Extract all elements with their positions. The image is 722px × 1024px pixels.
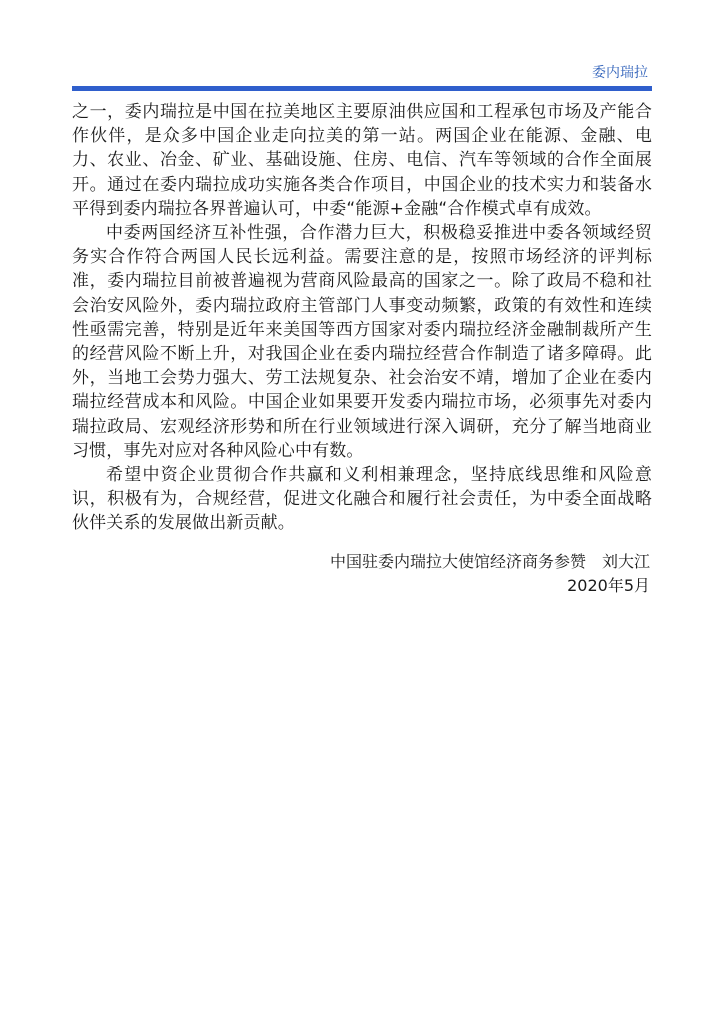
signature-block (330, 550, 650, 598)
signature-date: 2020年5月 (567, 576, 650, 595)
paragraph-closing: 希望中资企业贯彻合作共赢和义利相兼理念，坚持底线思维和风险意识，积极有为，合规经营，促进文化融合和履行社会责任，为中委全面战略伙伴关系的发展做出新贡献。 (72, 465, 652, 534)
signature-author: 中国驻委内瑞拉大使馆经济商务参赞 刘大江 (329, 552, 650, 571)
running-header-title: 委内瑞拉 (592, 65, 648, 81)
body-text (72, 100, 652, 536)
header-divider (72, 86, 652, 91)
paragraph-risks: 中委两国经济互补性强，合作潜力巨大，积极稳妥推进中委各领域经贸务实合作符合两国人民长远利益。需要注意的是，按照市场经济的评判标准，委内瑞拉目前被普遍视为营商风险最高的国家之一。除了政局不稳和社会治安风险外，委内瑞拉政府主管部门人事变动频繁，政策的有效性和连续性亟需完善，特别是近年来美国等西方国家对委内瑞拉经济金融制裁所产生的经营风险不断上升，对我国企业在委内瑞拉经营合作制造了诸多障碍。此外，当地工会势力强大、劳工法规复杂、社会治安不靖，增加了企业在委内瑞拉经营成本和风险。中国企业如果要开发委内瑞拉市场，必须事先对委内瑞拉政局、宏观经济形势和所在行业领域进行深入调研，充分了解当地商业习惯，事先对应对各种风险心中有数。 (72, 223, 652, 461)
paragraph-continued: 之一，委内瑞拉是中国在拉美地区主要原油供应国和工程承包市场及产能合作伙伴，是众多中国企业走向拉美的第一站。两国企业在能源、金融、电力、农业、冶金、矿业、基础设施、住房、电信、汽车等领域的合作全面展开。通过在委内瑞拉成功实施各类合作项目，中国企业的技术实力和装备水平得到委内瑞拉各界普遍认可，中委“能源+金融“合作模式卓有成效。 (72, 102, 652, 219)
